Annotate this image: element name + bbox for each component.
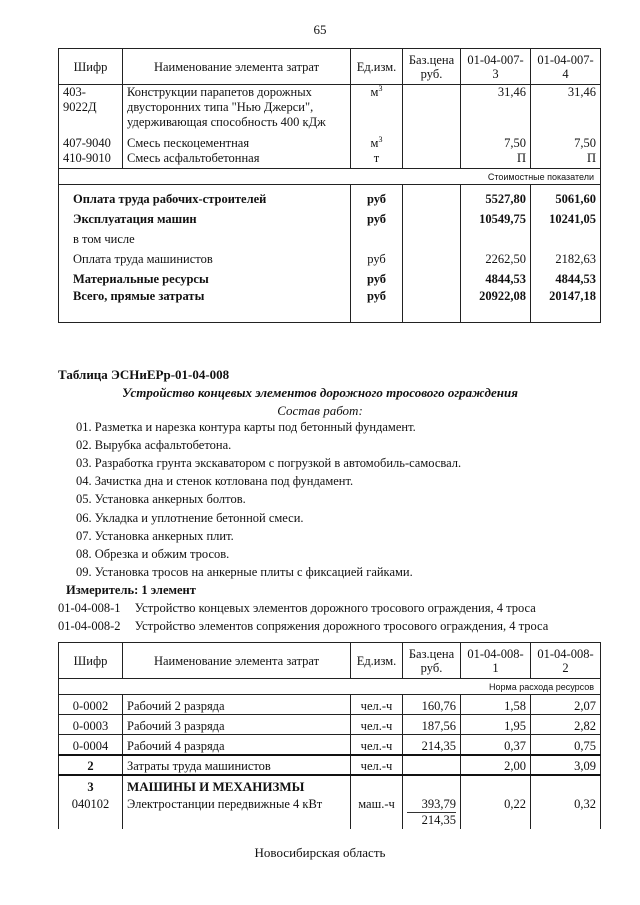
summary-value-1: 5527,80 xyxy=(461,185,531,207)
row-code: 0-0002 xyxy=(59,695,123,715)
section-title: Устройство концевых элементов дорожного тросового ограждения xyxy=(122,385,518,400)
summary-unit: руб xyxy=(351,185,403,207)
group-name: Затраты труда машинистов xyxy=(123,755,351,775)
summary-value-1: 20922,08 xyxy=(461,287,531,323)
row-code: 0-0003 xyxy=(59,715,123,735)
footer-region: Новосибирская область xyxy=(254,845,386,860)
position-line xyxy=(58,601,536,616)
work-item: 01. Разметка и нарезка контура карты под бетонный фундамент. xyxy=(76,420,416,434)
resource-table-008 xyxy=(58,642,601,829)
table-row xyxy=(59,267,601,287)
header-code: Шифр xyxy=(59,643,123,679)
table-row xyxy=(59,755,601,775)
row-code: 403-9022Д xyxy=(59,85,123,131)
page-number: 65 xyxy=(313,22,327,37)
header-name: Наименование элемента затрат xyxy=(123,643,351,679)
header-price: Баз.цена руб. xyxy=(403,643,461,679)
work-item: 06. Укладка и уплотнение бетонной смеси. xyxy=(76,511,304,525)
row-price xyxy=(403,795,461,829)
row-unit: чел.-ч xyxy=(351,735,403,755)
work-item: 07. Установка анкерных плит. xyxy=(76,529,234,543)
table-row xyxy=(59,735,601,755)
header-col-008-1: 01-04-008-1 xyxy=(461,643,531,679)
summary-value-1: 10549,75 xyxy=(461,207,531,227)
row-price: 214,35 xyxy=(403,735,461,755)
header-col-007-3: 01-04-007-3 xyxy=(461,49,531,85)
group-name: МАШИНЫ И МЕХАНИЗМЫ xyxy=(123,775,351,795)
row-value-1: 31,46 xyxy=(461,85,531,131)
summary-unit: руб xyxy=(351,267,403,287)
summary-value-2: 20147,18 xyxy=(531,287,601,323)
header-col-007-4: 01-04-007-4 xyxy=(531,49,601,85)
row-price: 160,76 xyxy=(403,695,461,715)
table-row xyxy=(59,227,601,247)
row-code: 407-9040 xyxy=(59,131,123,151)
summary-name: Материальные ресурсы xyxy=(73,271,209,286)
work-item: 02. Вырубка асфальтобетона. xyxy=(76,438,232,452)
summary-value-2: 5061,60 xyxy=(531,185,601,207)
summary-name: Оплата труда рабочих-строителей xyxy=(73,191,267,206)
row-value-1: 0,37 xyxy=(461,735,531,755)
group-value-1: 2,00 xyxy=(461,755,531,775)
row-value-1: 1,58 xyxy=(461,695,531,715)
row-value-2: 0,32 xyxy=(531,795,601,829)
row-value-1: 1,95 xyxy=(461,715,531,735)
row-name: Смесь асфальтобетонная xyxy=(123,151,351,169)
header-col-008-2: 01-04-008-2 xyxy=(531,643,601,679)
work-item: 04. Зачистка дна и стенок котлована под фундамент. xyxy=(76,474,354,488)
position-code: 01-04-008-2 xyxy=(58,619,121,633)
section-note-resources: Норма расхода ресурсов xyxy=(59,679,601,695)
row-code: 0-0004 xyxy=(59,735,123,755)
summary-name: в том числе xyxy=(73,231,135,246)
row-unit: $м^3$ xyxy=(351,85,403,131)
row-name: Смесь пескоцементная xyxy=(123,131,351,151)
summary-value-2: 2182,63 xyxy=(531,247,601,267)
summary-name: Эксплуатация машин xyxy=(73,211,197,226)
row-value-2: П xyxy=(531,151,601,169)
table-row xyxy=(59,85,601,131)
summary-unit: руб xyxy=(351,287,403,323)
price-secondary: 214,35 xyxy=(421,812,456,827)
summary-unit: руб xyxy=(351,207,403,227)
row-code: 410-9010 xyxy=(59,151,123,169)
row-name: Электростанции передвижные 4 кВт xyxy=(123,795,351,829)
header-unit: Ед.изм. xyxy=(351,49,403,85)
summary-value-1: 2262,50 xyxy=(461,247,531,267)
row-unit: т xyxy=(351,151,403,169)
header-name: Наименование элемента затрат xyxy=(123,49,351,85)
position-text: Устройство концевых элементов дорожного тросового ограждения, 4 троса xyxy=(134,601,536,615)
row-unit: чел.-ч xyxy=(351,695,403,715)
row-price xyxy=(403,131,461,151)
table-row xyxy=(59,247,601,267)
header-price: Баз.цена руб. xyxy=(403,49,461,85)
position-text: Устройство элементов сопряжения дорожного тросового ограждения, 4 троса xyxy=(134,619,549,633)
section-note-cost: Стоимостные показатели xyxy=(59,169,601,185)
cost-table-007 xyxy=(58,48,601,323)
work-item: 05. Установка анкерных болтов. xyxy=(76,492,246,506)
price-primary: 393,79 xyxy=(407,797,456,813)
row-value-2: 31,46 xyxy=(531,85,601,131)
row-value-1: 0,22 xyxy=(461,795,531,829)
row-name: Конструкции парапетов дорожных двусторонних типа "Нью Джерси", удерживающая способность 400 кДж xyxy=(123,85,351,131)
row-unit: маш.-ч xyxy=(351,795,403,829)
summary-value-2: 4844,53 xyxy=(531,267,601,287)
header-code: Шифр xyxy=(59,49,123,85)
row-price: 187,56 xyxy=(403,715,461,735)
row-value-2: 0,75 xyxy=(531,735,601,755)
table-row xyxy=(59,131,601,151)
table-row xyxy=(59,287,601,323)
row-unit: $м^3$ xyxy=(351,131,403,151)
table-row xyxy=(59,775,601,795)
row-price xyxy=(403,151,461,169)
works-title: Состав работ: xyxy=(277,403,363,418)
table-row xyxy=(59,715,601,735)
group-unit: чел.-ч xyxy=(351,755,403,775)
table-row xyxy=(59,151,601,169)
work-item: 08. Обрезка и обжим тросов. xyxy=(76,547,230,561)
group-code: 2 xyxy=(59,755,123,775)
row-value-2: 2,07 xyxy=(531,695,601,715)
position-code: 01-04-008-1 xyxy=(58,601,121,615)
position-line xyxy=(58,619,548,634)
summary-unit: руб xyxy=(351,247,403,267)
row-name: Рабочий 2 разряда xyxy=(123,695,351,715)
summary-name: Оплата труда машинистов xyxy=(73,251,213,266)
summary-name: Всего, прямые затраты xyxy=(73,288,205,303)
summary-value-1: 4844,53 xyxy=(461,267,531,287)
row-name: Рабочий 4 разряда xyxy=(123,735,351,755)
row-value-1: 7,50 xyxy=(461,131,531,151)
row-value-2: 2,82 xyxy=(531,715,601,735)
meter-label: Измеритель: 1 элемент xyxy=(66,583,196,597)
group-value-2: 3,09 xyxy=(531,755,601,775)
row-value-1: П xyxy=(461,151,531,169)
row-value-2: 7,50 xyxy=(531,131,601,151)
row-code: 040102 xyxy=(59,795,123,829)
header-unit: Ед.изм. xyxy=(351,643,403,679)
table-row xyxy=(59,695,601,715)
table-row xyxy=(59,795,601,829)
work-item: 03. Разработка грунта экскаватором с погрузкой в автомобиль-самосвал. xyxy=(76,456,462,470)
row-unit: чел.-ч xyxy=(351,715,403,735)
row-price xyxy=(403,85,461,131)
table-row xyxy=(59,207,601,227)
table-label: Таблица ЭСНиЕРр-01-04-008 xyxy=(58,367,230,382)
table-row xyxy=(59,185,601,207)
group-code: 3 xyxy=(59,775,123,795)
work-item: 09. Установка тросов на анкерные плиты с фиксацией гайками. xyxy=(76,565,413,579)
row-name: Рабочий 3 разряда xyxy=(123,715,351,735)
summary-value-2: 10241,05 xyxy=(531,207,601,227)
